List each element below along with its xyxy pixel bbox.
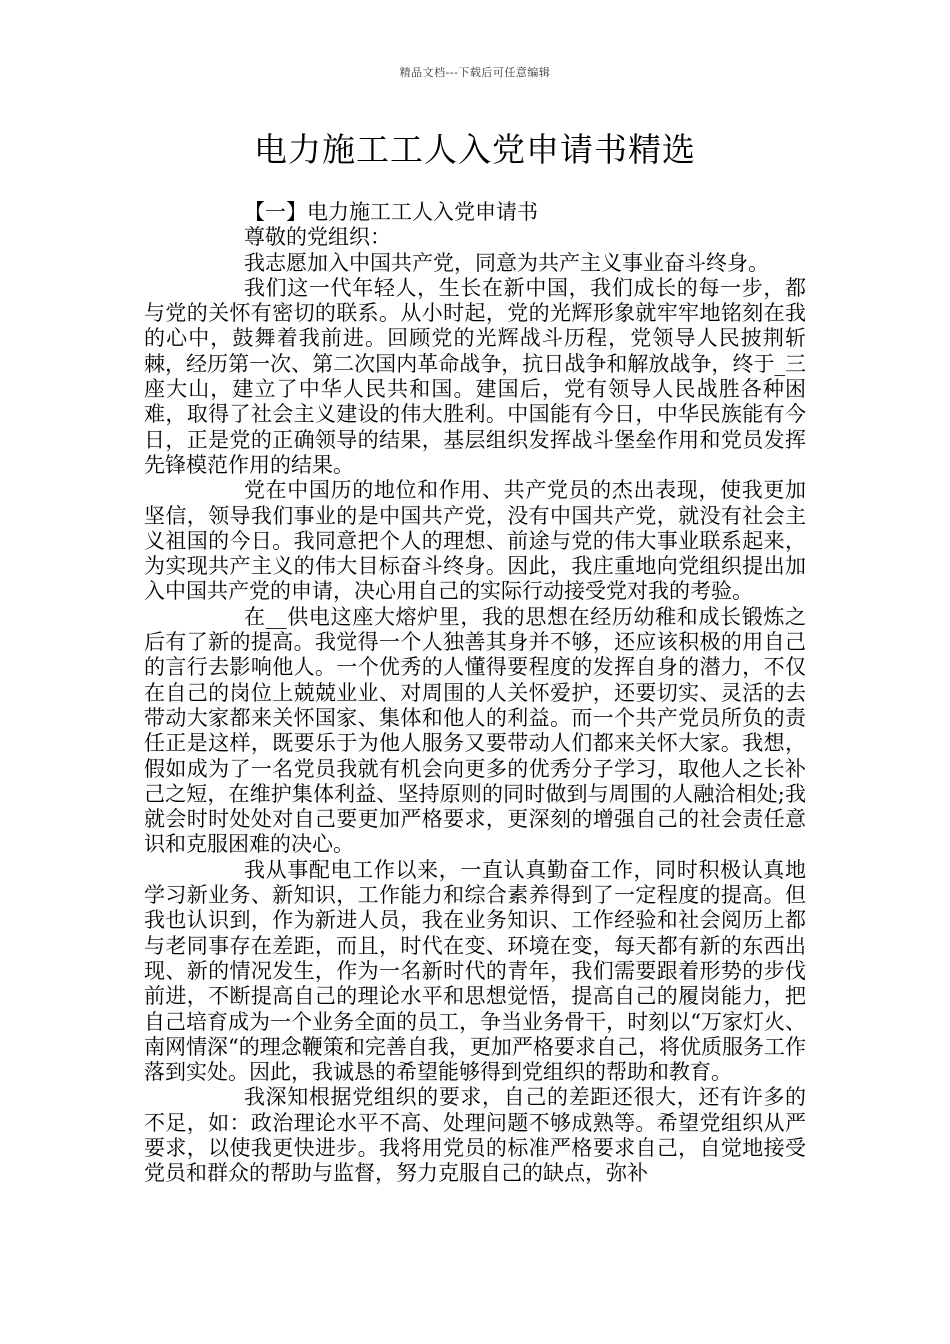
document-body — [144, 200, 806, 1187]
paragraph-6: 我深知根据党组织的要求，自己的差距还很大，还有许多的不足，如：政治理论水平不高、处理问题不够成熟等。希望党组织从严要求，以使我更快进步。我将用党员的标准严格要求自己，自觉地接受党员和群众的帮助与监督，努力克服自己的缺点，弥补 — [144, 1085, 806, 1186]
header-note: 精品文档---下载后可任意编辑 — [399, 66, 551, 79]
paragraph-2: 我们这一代年轻人，生长在新中国，我们成长的每一步，都与党的关怀有密切的联系。从小时起，党的光辉形象就牢牢地铭刻在我的心中，鼓舞着我前进。回顾党的光辉战斗历程，党领导人民披荆斩棘，经历第一次、第二次国内革命战争，抗日战争和解放战争，终于_三座大山，建立了中华人民共和国。建国后，党有领导人民战胜各种困难，取得了社会主义建设的伟大胜利。中国能有今日，中华民族能有今日，正是党的正确领导的结果，基层组织发挥战斗堡垒作用和党员发挥先锋模范作用的结果。 — [144, 275, 806, 477]
document-title: 电力施工工人入党申请书精选 — [254, 130, 696, 169]
section-heading: 【一】电力施工工人入党申请书 — [244, 200, 538, 224]
salutation: 尊敬的党组织： — [244, 225, 391, 250]
paragraph-4: 在__供电这座大熔炉里，我的思想在经历幼稚和成长锻炼之后有了新的提高。我觉得一个人独善其身并不够，还应该积极的用自己的言行去影响他人。一个优秀的人懂得要程度的发挥自身的潜力，不仅在自己的岗位上兢兢业业、对周围的人关怀爱护，还要切实、灵活的去带动大家都来关怀国家、集体和他人的利益。而一个共产党员所负的责任正是这样，既要乐于为他人服务又要带动人们都来关怀大家。我想，假如成为了一名党员我就有机会向更多的优秀分子学习，取他人之长补己之短，在维护集体利益、坚持原则的同时做到与周围的人融洽相处;我就会时时处处对自己要更加严格要求，更深刻的增强自己的社会责任意识和克服困难的决心。 — [144, 604, 806, 857]
paragraph-5: 我从事配电工作以来，一直认真勤奋工作，同时积极认真地学习新业务、新知识，工作能力和综合素养得到了一定程度的提高。但我也认识到，作为新进人员，我在业务知识、工作经验和社会阅历上都与老同事存在差距，而且，时代在变、环境在变，每天都有新的东西出现、新的情况发生，作为一名新时代的青年，我们需要跟着形势的步伐前进，不断提高自己的理论水平和思想觉悟，提高自己的履岗能力，把自己培育成为一个业务全面的员工，争当业务骨干，时刻以“万家灯火、南网情深“的理念鞭策和完善自我，更加严格要求自己，将优质服务工作落到实处。因此，我诚恳的希望能够得到党组织的帮助和教育。 — [144, 857, 806, 1085]
paragraph-1: 我志愿加入中国共产党，同意为共产主义事业奋斗终身。 — [244, 250, 769, 275]
paragraph-3: 党在中国历的地位和作用、共产党员的杰出表现，使我更加坚信，领导我们事业的是中国共产党，没有中国共产党，就没有社会主义祖国的今日。我同意把个人的理想、前途与党的伟大事业联系起来，为实现共产主义的伟大目标奋斗终身。因此，我庄重地向党组织提出加入中国共产党的申请，决心用自己的实际行动接受党对我的考验。 — [144, 478, 806, 604]
